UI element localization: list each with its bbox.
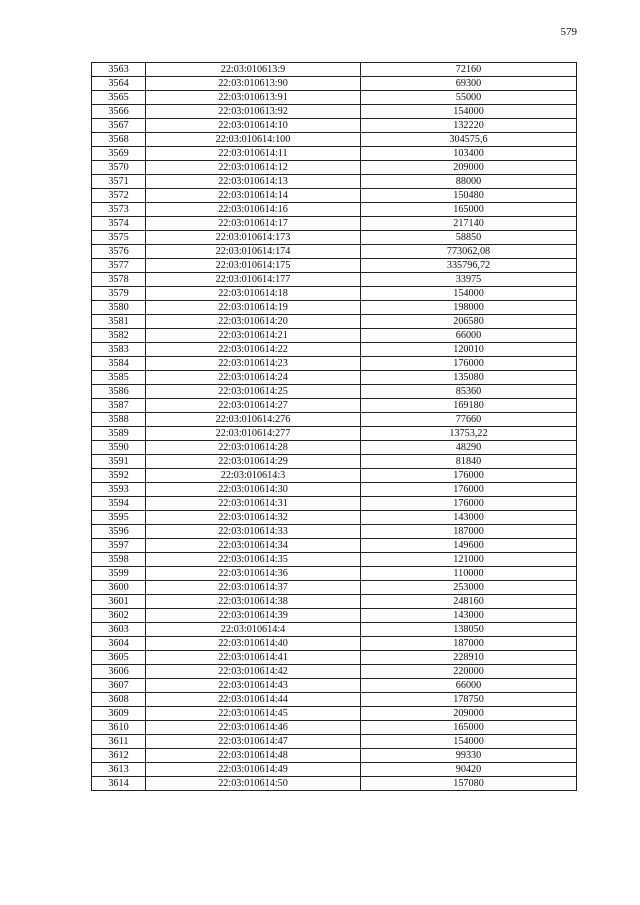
value-cell: 143000 [361,609,577,623]
cadastral-number-cell: 22:03:010614:177 [146,273,361,287]
cadastral-number-cell: 22:03:010614:49 [146,763,361,777]
cadastral-number-cell: 22:03:010614:17 [146,217,361,231]
row-number-cell: 3596 [92,525,146,539]
table-row [92,63,577,77]
value-cell: 220000 [361,665,577,679]
table-row [92,371,577,385]
cadastral-number-cell: 22:03:010613:90 [146,77,361,91]
row-number-cell: 3604 [92,637,146,651]
table-row [92,525,577,539]
row-number-cell: 3610 [92,721,146,735]
cadastral-number-cell: 22:03:010614:31 [146,497,361,511]
table-row [92,329,577,343]
table-row [92,189,577,203]
table-row [92,651,577,665]
value-cell: 154000 [361,735,577,749]
table-row [92,665,577,679]
table-row [92,427,577,441]
value-cell: 773062,08 [361,245,577,259]
row-number-cell: 3579 [92,287,146,301]
row-number-cell: 3583 [92,343,146,357]
value-cell: 304575,6 [361,133,577,147]
row-number-cell: 3592 [92,469,146,483]
value-cell: 72160 [361,63,577,77]
row-number-cell: 3611 [92,735,146,749]
table-row [92,497,577,511]
row-number-cell: 3593 [92,483,146,497]
value-cell: 132220 [361,119,577,133]
value-cell: 187000 [361,637,577,651]
value-cell: 209000 [361,161,577,175]
table-row [92,399,577,413]
cadastral-number-cell: 22:03:010614:19 [146,301,361,315]
table-row [92,231,577,245]
cadastral-number-cell: 22:03:010614:13 [146,175,361,189]
table-row [92,301,577,315]
cadastral-number-cell: 22:03:010614:46 [146,721,361,735]
table-row [92,217,577,231]
value-cell: 149600 [361,539,577,553]
value-cell: 99330 [361,749,577,763]
cadastral-number-cell: 22:03:010614:48 [146,749,361,763]
table-row [92,721,577,735]
table-row [92,623,577,637]
value-cell: 335796,72 [361,259,577,273]
cadastral-number-cell: 22:03:010614:24 [146,371,361,385]
value-cell: 121000 [361,553,577,567]
value-cell: 110000 [361,567,577,581]
table-row [92,273,577,287]
row-number-cell: 3564 [92,77,146,91]
value-cell: 103400 [361,147,577,161]
row-number-cell: 3568 [92,133,146,147]
row-number-cell: 3609 [92,707,146,721]
data-table-container [91,62,576,791]
value-cell: 165000 [361,721,577,735]
table-row [92,105,577,119]
row-number-cell: 3585 [92,371,146,385]
table-row [92,469,577,483]
row-number-cell: 3591 [92,455,146,469]
cadastral-number-cell: 22:03:010614:21 [146,329,361,343]
row-number-cell: 3603 [92,623,146,637]
cadastral-number-cell: 22:03:010614:35 [146,553,361,567]
row-number-cell: 3582 [92,329,146,343]
table-row [92,581,577,595]
value-cell: 176000 [361,357,577,371]
value-cell: 176000 [361,469,577,483]
value-cell: 58850 [361,231,577,245]
table-row [92,637,577,651]
row-number-cell: 3570 [92,161,146,175]
table-row [92,483,577,497]
cadastral-number-cell: 22:03:010614:277 [146,427,361,441]
cadastral-number-cell: 22:03:010614:50 [146,777,361,791]
value-cell: 187000 [361,525,577,539]
table-row [92,539,577,553]
cadastral-number-cell: 22:03:010613:92 [146,105,361,119]
table-row [92,455,577,469]
cadastral-number-cell: 22:03:010614:32 [146,511,361,525]
table-row [92,553,577,567]
value-cell: 157080 [361,777,577,791]
row-number-cell: 3595 [92,511,146,525]
value-cell: 228910 [361,651,577,665]
table-body [92,63,577,791]
table-row [92,147,577,161]
value-cell: 169180 [361,399,577,413]
row-number-cell: 3574 [92,217,146,231]
row-number-cell: 3613 [92,763,146,777]
row-number-cell: 3598 [92,553,146,567]
table-row [92,777,577,791]
cadastral-number-cell: 22:03:010614:34 [146,539,361,553]
value-cell: 248160 [361,595,577,609]
table-row [92,343,577,357]
cadastral-number-cell: 22:03:010614:27 [146,399,361,413]
cadastral-number-cell: 22:03:010614:28 [146,441,361,455]
value-cell: 176000 [361,483,577,497]
cadastral-number-cell: 22:03:010614:23 [146,357,361,371]
row-number-cell: 3569 [92,147,146,161]
cadastral-number-cell: 22:03:010614:33 [146,525,361,539]
row-number-cell: 3614 [92,777,146,791]
value-cell: 90420 [361,763,577,777]
cadastral-number-cell: 22:03:010614:20 [146,315,361,329]
value-cell: 178750 [361,693,577,707]
table-row [92,763,577,777]
table-row [92,749,577,763]
value-cell: 135080 [361,371,577,385]
table-row [92,287,577,301]
row-number-cell: 3578 [92,273,146,287]
cadastral-number-cell: 22:03:010614:16 [146,203,361,217]
row-number-cell: 3589 [92,427,146,441]
row-number-cell: 3576 [92,245,146,259]
row-number-cell: 3577 [92,259,146,273]
cadastral-value-table [91,62,577,791]
table-row [92,315,577,329]
cadastral-number-cell: 22:03:010614:44 [146,693,361,707]
value-cell: 85360 [361,385,577,399]
row-number-cell: 3563 [92,63,146,77]
row-number-cell: 3606 [92,665,146,679]
cadastral-number-cell: 22:03:010614:30 [146,483,361,497]
value-cell: 88000 [361,175,577,189]
cadastral-number-cell: 22:03:010614:29 [146,455,361,469]
value-cell: 154000 [361,287,577,301]
row-number-cell: 3572 [92,189,146,203]
row-number-cell: 3567 [92,119,146,133]
table-row [92,259,577,273]
value-cell: 77660 [361,413,577,427]
cadastral-number-cell: 22:03:010614:10 [146,119,361,133]
row-number-cell: 3586 [92,385,146,399]
cadastral-number-cell: 22:03:010614:37 [146,581,361,595]
row-number-cell: 3587 [92,399,146,413]
cadastral-number-cell: 22:03:010614:38 [146,595,361,609]
cadastral-number-cell: 22:03:010614:22 [146,343,361,357]
value-cell: 253000 [361,581,577,595]
cadastral-number-cell: 22:03:010614:4 [146,623,361,637]
row-number-cell: 3599 [92,567,146,581]
cadastral-number-cell: 22:03:010614:40 [146,637,361,651]
value-cell: 33975 [361,273,577,287]
value-cell: 165000 [361,203,577,217]
cadastral-number-cell: 22:03:010614:175 [146,259,361,273]
row-number-cell: 3600 [92,581,146,595]
value-cell: 176000 [361,497,577,511]
table-row [92,707,577,721]
table-row [92,679,577,693]
value-cell: 81840 [361,455,577,469]
cadastral-number-cell: 22:03:010614:173 [146,231,361,245]
value-cell: 66000 [361,329,577,343]
table-row [92,357,577,371]
cadastral-number-cell: 22:03:010614:47 [146,735,361,749]
table-row [92,735,577,749]
row-number-cell: 3605 [92,651,146,665]
cadastral-number-cell: 22:03:010613:91 [146,91,361,105]
cadastral-number-cell: 22:03:010614:45 [146,707,361,721]
table-row [92,413,577,427]
table-row [92,203,577,217]
table-row [92,609,577,623]
cadastral-number-cell: 22:03:010614:36 [146,567,361,581]
row-number-cell: 3581 [92,315,146,329]
table-row [92,595,577,609]
row-number-cell: 3584 [92,357,146,371]
row-number-cell: 3588 [92,413,146,427]
row-number-cell: 3597 [92,539,146,553]
value-cell: 55000 [361,91,577,105]
cadastral-number-cell: 22:03:010614:174 [146,245,361,259]
cadastral-number-cell: 22:03:010614:3 [146,469,361,483]
cadastral-number-cell: 22:03:010614:39 [146,609,361,623]
row-number-cell: 3601 [92,595,146,609]
table-row [92,161,577,175]
value-cell: 48290 [361,441,577,455]
row-number-cell: 3573 [92,203,146,217]
page-number: 579 [560,26,577,38]
value-cell: 150480 [361,189,577,203]
row-number-cell: 3565 [92,91,146,105]
cadastral-number-cell: 22:03:010614:42 [146,665,361,679]
table-row [92,175,577,189]
cadastral-number-cell: 22:03:010613:9 [146,63,361,77]
table-row [92,511,577,525]
table-row [92,441,577,455]
table-row [92,245,577,259]
row-number-cell: 3590 [92,441,146,455]
table-row [92,567,577,581]
row-number-cell: 3602 [92,609,146,623]
row-number-cell: 3571 [92,175,146,189]
table-row [92,385,577,399]
row-number-cell: 3607 [92,679,146,693]
row-number-cell: 3594 [92,497,146,511]
cadastral-number-cell: 22:03:010614:11 [146,147,361,161]
value-cell: 198000 [361,301,577,315]
table-row [92,133,577,147]
table-row [92,91,577,105]
cadastral-number-cell: 22:03:010614:25 [146,385,361,399]
cadastral-number-cell: 22:03:010614:41 [146,651,361,665]
row-number-cell: 3580 [92,301,146,315]
value-cell: 154000 [361,105,577,119]
value-cell: 69300 [361,77,577,91]
value-cell: 120010 [361,343,577,357]
row-number-cell: 3575 [92,231,146,245]
value-cell: 217140 [361,217,577,231]
cadastral-number-cell: 22:03:010614:100 [146,133,361,147]
row-number-cell: 3566 [92,105,146,119]
value-cell: 13753,22 [361,427,577,441]
row-number-cell: 3612 [92,749,146,763]
cadastral-number-cell: 22:03:010614:43 [146,679,361,693]
table-row [92,119,577,133]
value-cell: 143000 [361,511,577,525]
cadastral-number-cell: 22:03:010614:14 [146,189,361,203]
cadastral-number-cell: 22:03:010614:12 [146,161,361,175]
cadastral-number-cell: 22:03:010614:276 [146,413,361,427]
value-cell: 66000 [361,679,577,693]
row-number-cell: 3608 [92,693,146,707]
value-cell: 209000 [361,707,577,721]
table-row [92,693,577,707]
table-row [92,77,577,91]
value-cell: 138050 [361,623,577,637]
cadastral-number-cell: 22:03:010614:18 [146,287,361,301]
value-cell: 206580 [361,315,577,329]
